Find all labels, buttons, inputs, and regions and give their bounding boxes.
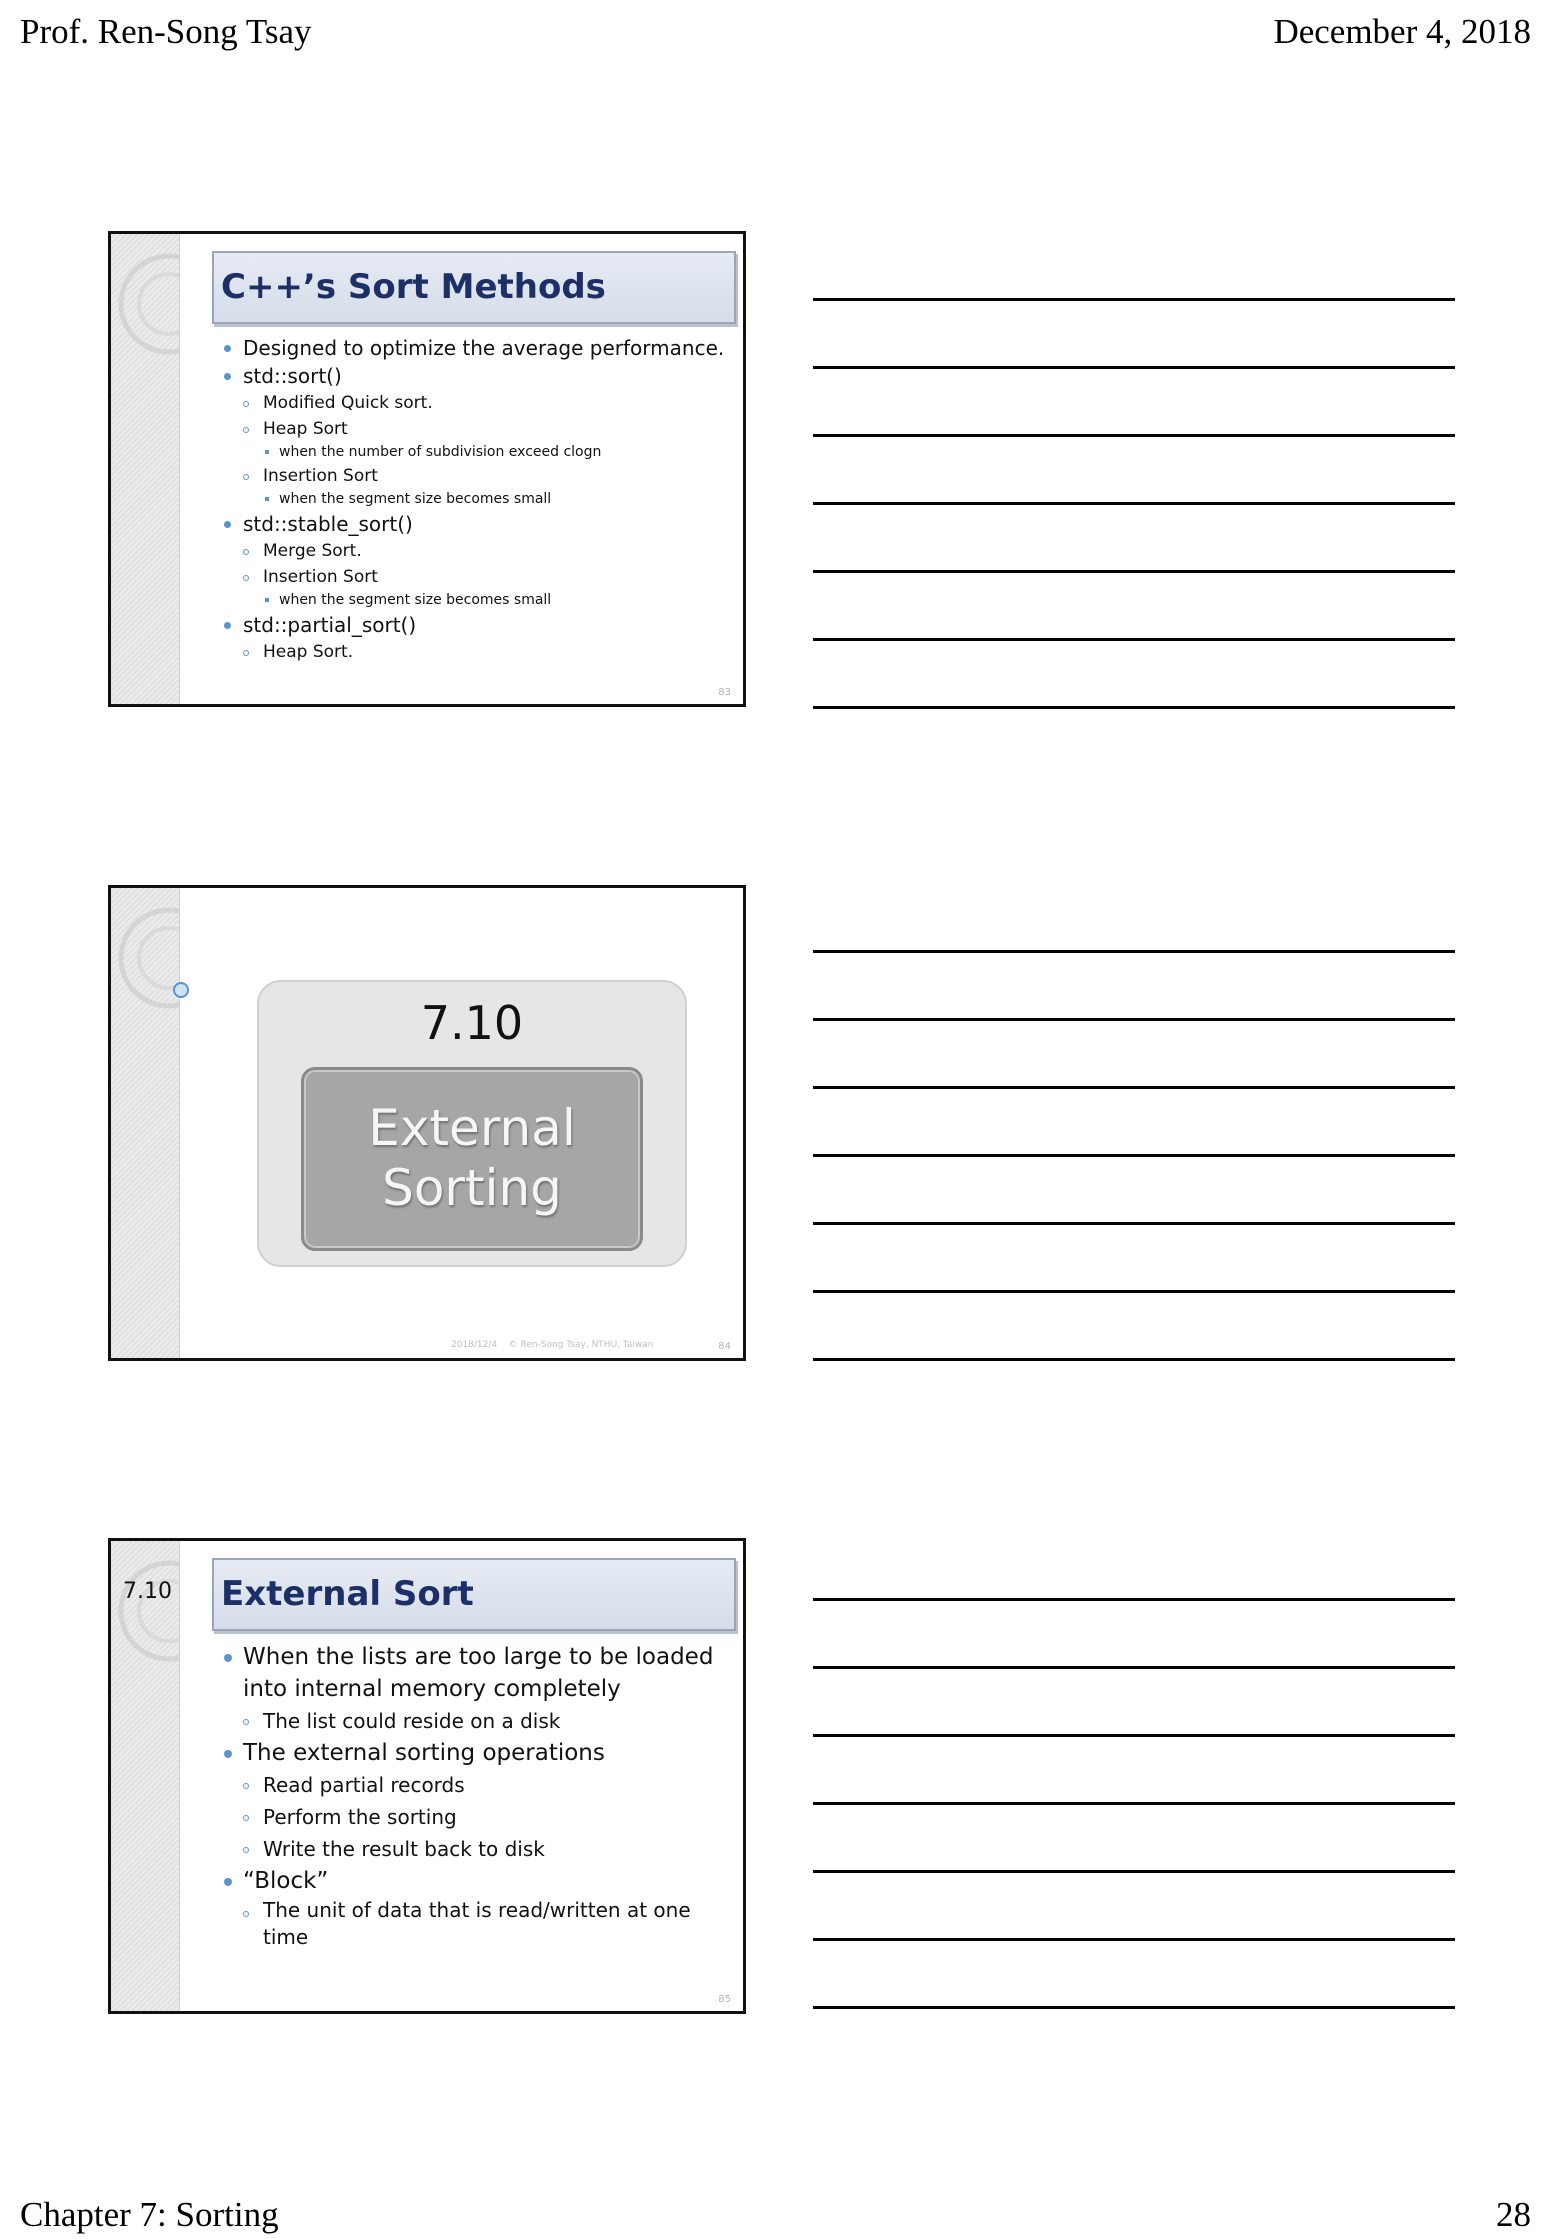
header-date: December 4, 2018 <box>1273 12 1531 51</box>
footer-page-number: 28 <box>1496 2195 1531 2234</box>
bullet-item: Insertion Sort <box>221 463 733 489</box>
section-box <box>257 980 687 1267</box>
note-line <box>813 298 1455 301</box>
note-line <box>813 1086 1455 1089</box>
bullet-item: Write the result back to disk <box>221 1833 733 1865</box>
bullet-item: The unit of data that is read/written at one time <box>221 1897 733 1951</box>
bullet-item: Perform the sorting <box>221 1801 733 1833</box>
swirl-decoration-icon <box>111 234 179 374</box>
bullet-item: Heap Sort <box>221 416 733 442</box>
note-line <box>813 1870 1455 1873</box>
bullet-item: Merge Sort. <box>221 538 733 564</box>
slide-title-box <box>212 1558 736 1631</box>
bullet-item: The external sorting operations <box>221 1737 733 1769</box>
note-line <box>813 2006 1455 2009</box>
slide-title: C++’s Sort Methods <box>221 267 606 307</box>
note-line <box>813 366 1455 369</box>
slide-sidebar <box>111 888 180 1358</box>
bullet-item: when the segment size becomes small <box>221 590 733 611</box>
bullet-item: “Block” <box>221 1865 733 1897</box>
bullet-item: Modified Quick sort. <box>221 390 733 416</box>
slide-title: External Sort <box>221 1574 474 1614</box>
slide-number: 83 <box>718 687 731 698</box>
swirl-decoration-icon <box>111 888 179 1028</box>
bullet-item: Read partial records <box>221 1769 733 1801</box>
slide-footer-copyright: © Ren-Song Tsay, NTHU, Taiwan <box>508 1340 654 1350</box>
note-line <box>813 1666 1455 1669</box>
note-line <box>813 1598 1455 1601</box>
bullet-item: Designed to optimize the average performance. <box>221 334 733 362</box>
section-title <box>304 1098 640 1218</box>
note-line <box>813 1358 1455 1361</box>
note-line <box>813 1938 1455 1941</box>
slide-number: 85 <box>718 1994 731 2005</box>
note-line <box>813 706 1455 709</box>
slide-title-box <box>212 251 736 324</box>
note-line <box>813 638 1455 641</box>
slide-footer-date: 2018/12/4 <box>451 1340 498 1350</box>
bullet-list <box>221 334 733 665</box>
note-line <box>813 1734 1455 1737</box>
bullet-item: std::stable_sort() <box>221 510 733 538</box>
note-line <box>813 1154 1455 1157</box>
footer-chapter: Chapter 7: Sorting <box>20 2195 279 2234</box>
slide-83 <box>108 231 746 707</box>
bullet-item: The list could reside on a disk <box>221 1705 733 1737</box>
bullet-item: when the number of subdivision exceed clogn <box>221 442 733 463</box>
note-line <box>813 434 1455 437</box>
slide-85 <box>108 1538 746 2014</box>
swirl-decoration-icon <box>111 1541 179 1681</box>
note-line <box>813 502 1455 505</box>
note-line <box>813 1802 1455 1805</box>
section-title-box <box>301 1067 643 1251</box>
bullet-item: Insertion Sort <box>221 564 733 590</box>
slide-number: 84 <box>718 1341 731 1352</box>
header-author: Prof. Ren-Song Tsay <box>20 12 312 51</box>
note-line <box>813 950 1455 953</box>
slide-footer <box>451 1340 653 1350</box>
bullet-item: std::partial_sort() <box>221 611 733 639</box>
slide-sidebar <box>111 234 180 704</box>
slide-84 <box>108 885 746 1361</box>
circle-decoration-icon <box>173 982 189 998</box>
bullet-item: Heap Sort. <box>221 639 733 665</box>
note-line <box>813 1222 1455 1225</box>
section-title-line1: External <box>368 1099 576 1157</box>
slide-sidebar <box>111 1541 180 2011</box>
note-line <box>813 1018 1455 1021</box>
note-line <box>813 1290 1455 1293</box>
bullet-item: when the segment size becomes small <box>221 489 733 510</box>
bullet-item: std::sort() <box>221 362 733 390</box>
section-number: 7.10 <box>420 996 524 1050</box>
bullet-list <box>221 1641 733 1951</box>
section-title-line2: Sorting <box>382 1159 562 1217</box>
note-line <box>813 570 1455 573</box>
section-corner-label: 7.10 <box>123 1579 172 1604</box>
bullet-item: When the lists are too large to be loaded into internal memory completely <box>221 1641 733 1705</box>
